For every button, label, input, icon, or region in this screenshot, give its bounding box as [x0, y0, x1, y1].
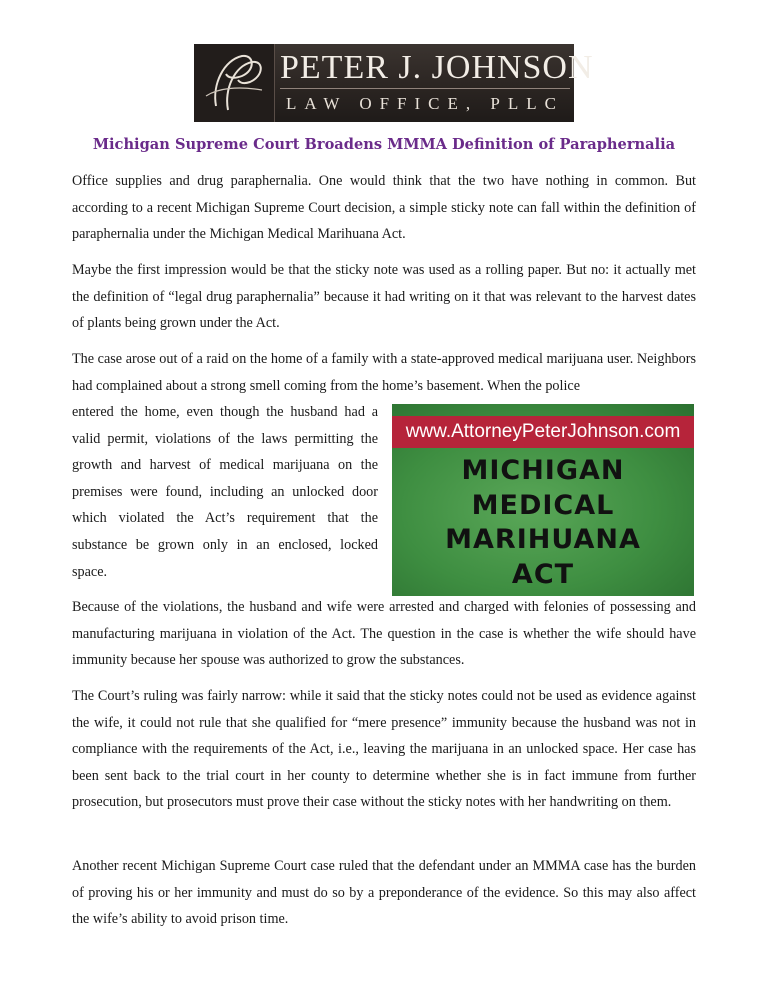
logo-firm-subtitle: LAW OFFICE, PLLC: [286, 94, 564, 113]
logo-firm-name: PETER J. JOHNSON: [280, 49, 594, 86]
promo-line-1: MICHIGAN: [461, 455, 625, 486]
article-title: Michigan Supreme Court Broadens MMMA Definition of Paraphernalia: [92, 136, 676, 153]
paragraph-1: Office supplies and drug paraphernalia. One would think that the two have nothing in common. But according to a recent Michigan Supreme Court decision, a simple sticky note can fall within the definition of paraphernalia under the Michigan Medical Marihuana Act.: [72, 173, 696, 243]
paragraph-3: The case arose out of a raid on the home of a family with a state-approved medical marijuana user. Neighbors had complained about a strong smell coming from the home’s basement. When the police: [72, 351, 696, 394]
paragraph-3-continued: entered the home, even though the husband had a valid permit, violations of the laws permitting the growth and harvest of medical marijuana on the premises were found, including an unlocked door which violated the Act’s requirement that the substance be grown only in an enclosed, locked space.: [72, 404, 378, 580]
paragraph-2: Maybe the first impression would be that the sticky note was used as a rolling paper. But no: it actually met the definition of “legal drug paraphernalia” because it had writing on it that was relevant to the harvest dates of plants being grown under the Act.: [72, 262, 696, 332]
promo-image: [392, 404, 694, 596]
monogram-icon: [194, 44, 275, 122]
paragraph-4: Because of the violations, the husband and wife were arrested and charged with felonies of possessing and manufacturing marijuana in violation of the Act. The question in the case is whether the wife should have immunity because her spouse was authorized to grow the substances.: [72, 599, 696, 669]
promo-line-3: MARIHUANA: [445, 524, 641, 555]
promo-url-banner: www.AttorneyPeterJohnson.com: [392, 416, 694, 448]
promo-line-4: ACT: [511, 558, 575, 590]
promo-line-2: MEDICAL: [471, 489, 615, 521]
paragraph-6: Another recent Michigan Supreme Court case ruled that the defendant under an MMMA case has the burden of proving his or her immunity and must do so by a preponderance of the evidence. So this may also affect the wife’s ability to avoid prison time.: [72, 858, 696, 928]
law-office-logo: [194, 44, 594, 122]
logo-divider: [280, 88, 570, 89]
paragraph-5: The Court’s ruling was fairly narrow: while it said that the sticky notes could not be used as evidence against the wife, it could not rule that she qualified for “mere presence” immunity because the husband was not in compliance with the requirements of the Act, i.e., leaving the marijuana in an unlocked space. Her case has been sent back to the trial court in her county to determine whether she is in fact immune from further prosecution, but prosecutors must prove their case without the sticky notes with her handwriting on them.: [72, 688, 696, 811]
promo-heading: [392, 454, 694, 592]
